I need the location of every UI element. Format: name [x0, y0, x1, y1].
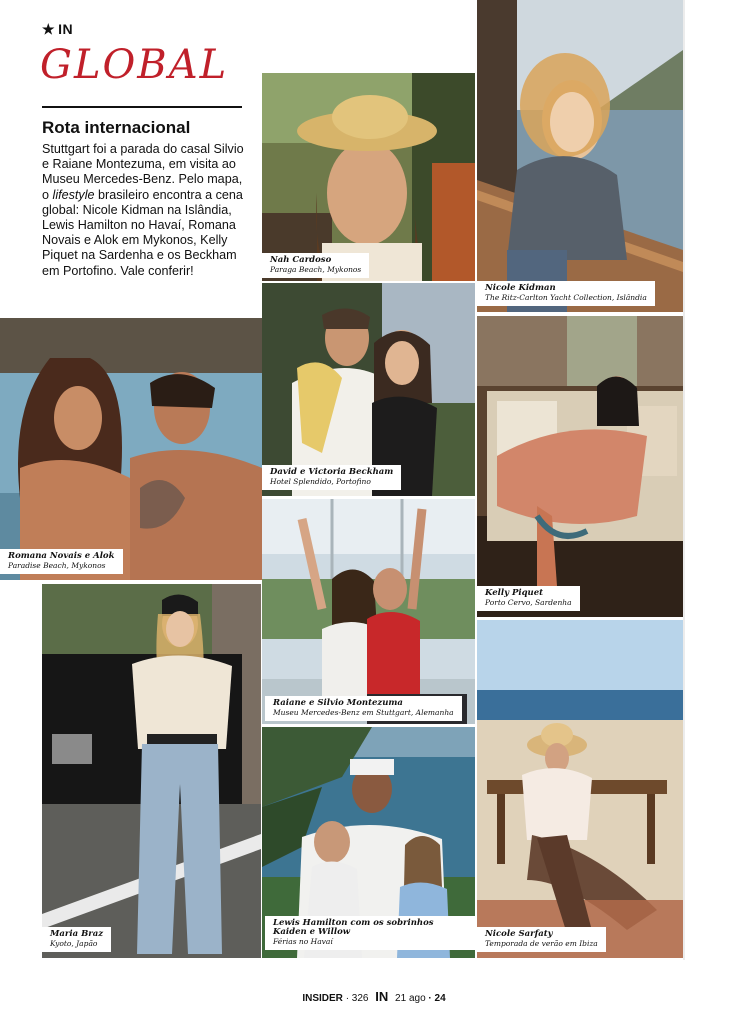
caption-name: Nicole Kidman	[485, 283, 556, 294]
page-footer	[0, 989, 748, 1004]
footer-date: 21 ago	[395, 993, 426, 1004]
caption-place: The Ritz-Carlton Yacht Collection, Islândia	[485, 292, 647, 302]
caption-name: Nicole Sarfaty	[485, 929, 553, 940]
caption-place: Museu Mercedes-Benz em Stuttgart, Alemanha	[273, 707, 454, 717]
photo-romana-novais-alok[interactable]	[0, 318, 262, 580]
photo-caption	[262, 465, 401, 490]
photo-kelly-piquet-image	[477, 316, 683, 617]
caption-name: Nah Cardoso	[270, 255, 332, 266]
photo-raiane-silvio-montezuma-image	[262, 499, 475, 724]
caption-name: David e Victoria Beckham	[270, 467, 394, 478]
intro-heading: Rota internacional	[42, 118, 191, 137]
photo-kelly-piquet[interactable]	[477, 316, 683, 617]
photo-romana-novais-alok-image	[0, 318, 262, 580]
photo-maria-braz[interactable]	[42, 584, 261, 958]
footer-issue: · 326	[345, 993, 369, 1004]
caption-place: Porto Cervo, Sardenha	[485, 597, 572, 607]
photo-nah-cardoso-image	[262, 73, 475, 281]
photo-caption	[477, 281, 655, 306]
photo-nicole-kidman[interactable]	[477, 0, 683, 312]
photo-nicole-kidman-image	[477, 0, 683, 312]
caption-place: Paradise Beach, Mykonos	[8, 560, 106, 570]
photo-caption	[477, 927, 606, 952]
star-icon: ★	[42, 21, 56, 37]
photo-caption	[477, 586, 580, 611]
photo-caption	[265, 696, 462, 721]
intro-text-italic: lifestyle	[52, 187, 95, 202]
caption-place: Paraga Beach, Mykonos	[270, 264, 362, 274]
caption-name: Maria Braz	[50, 929, 104, 940]
photo-david-victoria-beckham-image	[262, 283, 475, 496]
caption-place: Hotel Splendido, Portofino	[270, 476, 371, 486]
intro-paragraph	[42, 142, 247, 279]
title-divider	[42, 106, 242, 108]
footer-page-number: · 24	[428, 993, 446, 1004]
caption-place: Kyoto, Japão	[50, 938, 98, 948]
caption-name: Raiane e Silvio Montezuma	[273, 698, 403, 709]
page-edge-rule	[683, 0, 685, 960]
photo-caption	[0, 549, 123, 574]
photo-caption	[265, 916, 475, 950]
photo-nicole-sarfaty[interactable]	[477, 620, 683, 958]
photo-nah-cardoso[interactable]	[262, 73, 475, 281]
page-title: GLOBAL	[40, 42, 229, 88]
caption-name: Kelly Piquet	[485, 588, 544, 599]
photo-caption	[262, 253, 369, 278]
caption-name: Lewis Hamilton com os sobrinhos Kaiden e Willow	[273, 918, 434, 938]
footer-brand: INSIDER	[302, 993, 343, 1004]
intro-text-start: Stuttgart foi a parada do casal Silvio e Raiane Montezuma, em visita ao Museu Mercedes-Benz. Pelo mapa, o	[42, 142, 244, 202]
caption-place: Férias no Havaí	[273, 936, 333, 946]
photo-nicole-sarfaty-image	[477, 620, 683, 958]
caption-name: Romana Novais e Alok	[8, 551, 115, 562]
photo-lewis-hamilton[interactable]	[262, 727, 475, 958]
section-tag-label: IN	[58, 21, 74, 37]
photo-maria-braz-image	[42, 584, 261, 958]
section-tag	[42, 21, 73, 38]
photo-david-victoria-beckham[interactable]	[262, 283, 475, 496]
photo-caption	[42, 927, 111, 952]
photo-raiane-silvio-montezuma[interactable]	[262, 499, 475, 724]
intro-text-end: brasileiro encontra a cena global: Nicole Kidman na Islândia, Lewis Hamilton no Havaí, Romana Novais e Alok em Mykonos, Kelly Piquet na Sardenha e os Beckham em Portofino. Vale conferir!	[42, 187, 243, 278]
footer-logo: IN	[375, 989, 389, 1004]
caption-place: Temporada de verão em Ibiza	[485, 938, 598, 948]
